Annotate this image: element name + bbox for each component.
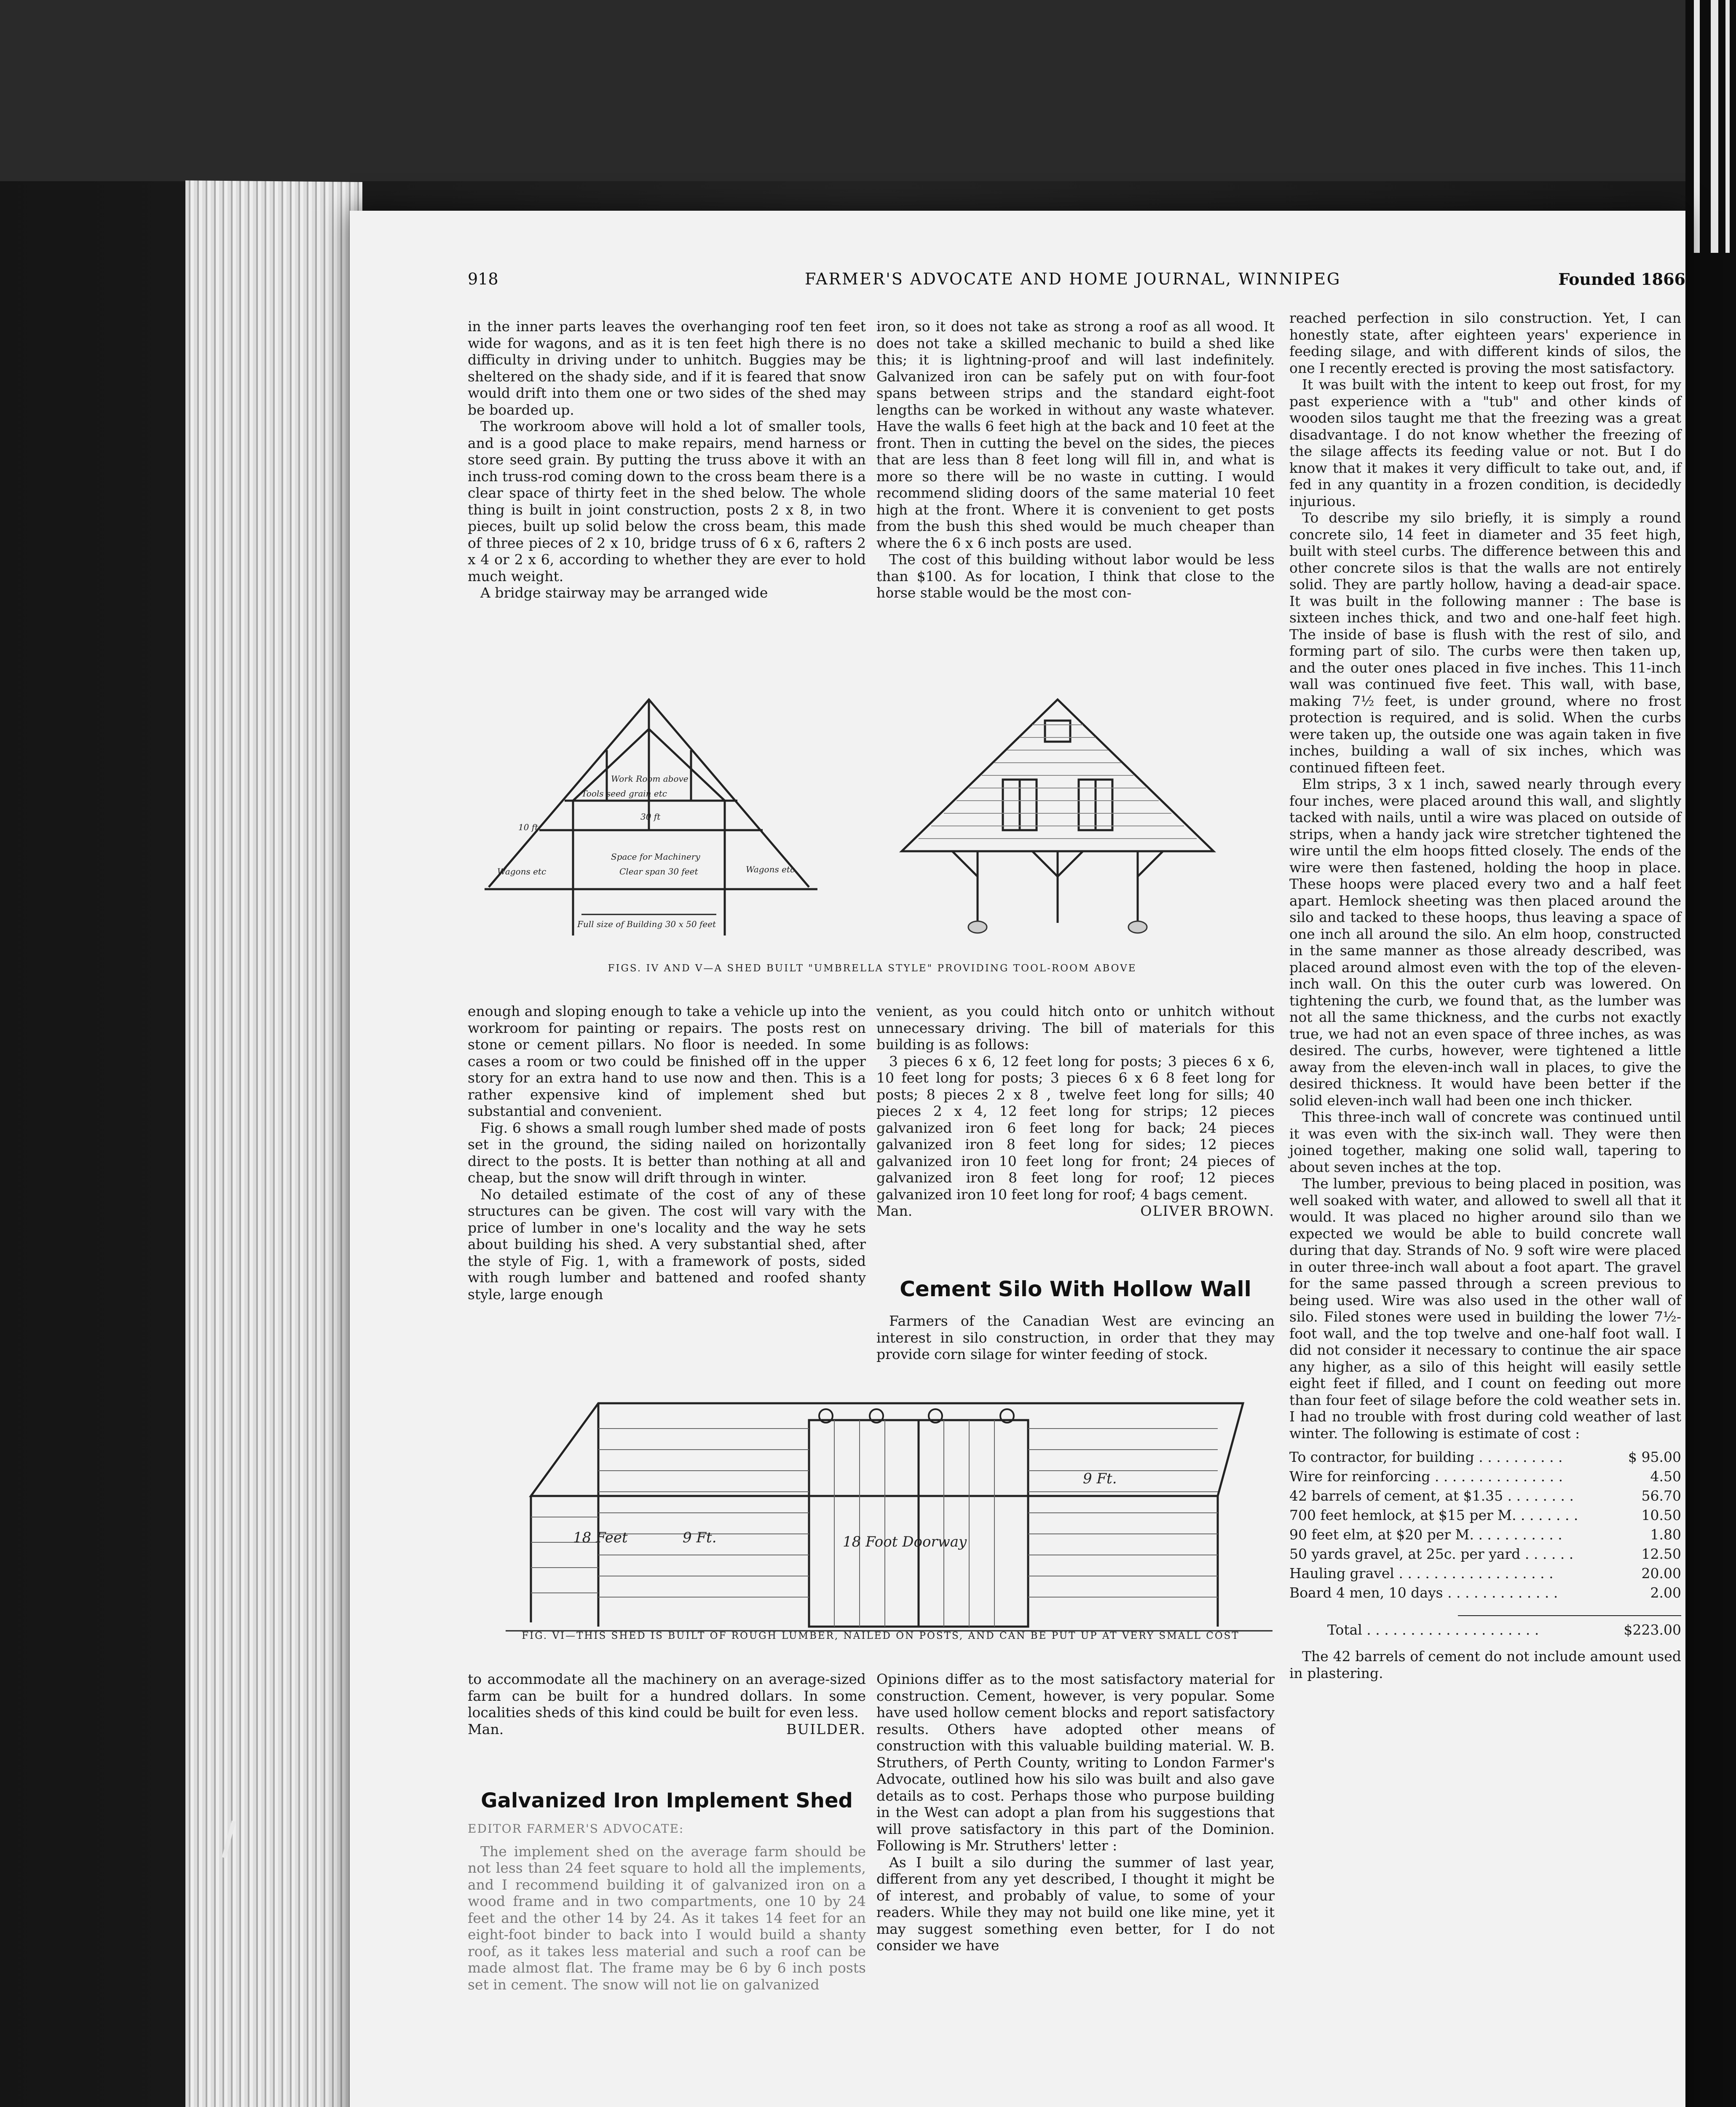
fig-label: 10 ft xyxy=(518,822,538,832)
cost-table xyxy=(1289,1448,1681,1640)
column-3 xyxy=(1289,310,1681,1681)
paragraph: reached perfection in silo construction. Yet, I can honestly state, after eighteen years' experience in feeding silage, and with different kinds of silos, the one I recently erected is proving the most satisfactory. xyxy=(1289,310,1681,376)
signature-place: Man. xyxy=(468,1721,504,1737)
paragraph: To describe my silo briefly, it is simply a round concrete silo, 14 feet in diameter and 35 feet high, built with steel curbs. The difference between this and other concrete silos is that the walls are not entirely solid. They are partly hollow, having a dead-air space. It was built in the following manner : The base is sixteen inches thick, and two and one-half feet high. The inside of base is flush with the rest of silo, and forming part of silo. The curbs were then taken up, and the outer ones placed in five inches. This 11-inch wall was continued five feet. This wall, with base, making 7½ feet, is under ground, where no frost protection is required, and is solid. When the curbs were taken up, the outside one was again taken in five inches, building a wall of six inches, which was continued fifteen feet. xyxy=(1289,509,1681,776)
cost-value: 1.80 xyxy=(1650,1526,1681,1543)
heading-cement-silo: Cement Silo With Hollow Wall xyxy=(900,1277,1251,1301)
cost-label: 90 feet elm, at $20 per M. . . . . . . . . . . xyxy=(1289,1526,1562,1543)
cost-value: 20.00 xyxy=(1641,1565,1681,1582)
paragraph: Opinions differ as to the most satisfactory material for construction. Cement, however, is very popular. Some have used hollow cement blocks and report satisfactory results. Others have adopted other means of construction with this valuable building material. W. B. Struthers, of Perth County, writing to London Farmer's Advocate, outlined how his silo was built and also gave details as to cost. Perhaps those who purpose building in the West can adopt a plan from his suggestions that will prove satisfactory in this part of the Dominion. Following is Mr. Struthers' letter : xyxy=(876,1671,1275,1854)
table-row xyxy=(1289,1486,1681,1506)
paragraph: in the inner parts leaves the overhanging roof ten feet wide for wagons, and as it is ten feet high there is no difficulty in driving under to unhitch. Buggies may be sheltered on the shady side, and if it is feared that snow would drift into them one or two sides of the shed may be boarded up. xyxy=(468,318,866,418)
founded-note: Founded 1866 xyxy=(1558,270,1685,289)
editor-salutation: EDITOR FARMER'S ADVOCATE: xyxy=(468,1822,684,1836)
fig-label: 9 Ft. xyxy=(683,1529,717,1546)
paragraph: enough and sloping enough to take a vehicle up into the workroom for painting or repairs. The posts rest on stone or cement pillars. No floor is needed. In some cases a room or two could be finished off in the upper story for an extra hand to use now and then. This is a rather expensive kind of implement shed but substantial and convenient. xyxy=(468,1003,866,1119)
column-2-mid xyxy=(876,1003,1275,1220)
table-row xyxy=(1289,1544,1681,1564)
paragraph: Fig. 6 shows a small rough lumber shed made of posts set in the ground, the siding nailed on horizontally direct to the posts. It is better than nothing at all and cheap, but the snow will drift through in winter. xyxy=(468,1119,866,1186)
paragraph: iron, so it does not take as strong a roof as all wood. It does not take a skilled mechanic to build a shed like this; it is lightning-proof and will last indefinitely. Galvanized iron can be safely put on with four-foot spans between strips and the standard eight-foot lengths can be worked in without any waste whatever. Have the walls 6 feet high at the back and 10 feet at the front. Then in cutting the bevel on the sides, the pieces that are less than 8 feet long will fill in, and what is more so there will be no waste in cutting. I would recommend sliding doors of the same material 10 feet high at the front. Where it is convenient to get posts from the bush this shed would be much cheaper than where the 6 x 6 inch posts are used. xyxy=(876,318,1275,551)
cost-label: Hauling gravel . . . . . . . . . . . . . . . . . . xyxy=(1289,1565,1554,1582)
paragraph: 3 pieces 6 x 6, 12 feet long for posts; 3 pieces 6 x 6, 10 feet long for posts; 3 pieces 6 x 6 8 feet long for posts; 8 pieces 2 x 8 , twelve feet long for sills; 40 pieces 2 x 4, 12 feet long for strips; 12 pieces galvanized iron 6 feet long for back; 24 pieces galvanized iron 8 feet long for sides; 12 pieces galvanized iron 10 feet long for front; 24 pieces of galvanized iron 8 feet long for roof; 12 pieces galvanized iron 10 feet long for roof; 4 bags cement. xyxy=(876,1053,1275,1203)
column-2-bottom xyxy=(876,1671,1275,1954)
cost-label: To contractor, for building . . . . . . . . . . xyxy=(1289,1449,1563,1465)
shed-drawings xyxy=(472,662,1273,957)
paragraph: The lumber, previous to being placed in position, was well soaked with water, and allowed to swell all that it would. It was placed no higher around silo than we expected we would be able to build concrete wall during that day. Strands of No. 9 soft wire were placed in outer three-inch wall about a foot apart. The gravel for the same passed through a screen previous to being used. Wire was also used in the other wall of silo. Filed stones were used in building the lower 7½-foot wall, and the top twelve and one-half foot wall. I did not consider it necessary to continue the air space any higher, as a silo of this height will easily settle eight feet if filled, and I count on feeding out more than four feet of silage before the cold weather sets in. I had no trouble with frost during cold weather of last winter. The following is estimate of cost : xyxy=(1289,1175,1681,1442)
cost-label: 42 barrels of cement, at $1.35 . . . . . . . . xyxy=(1289,1488,1574,1504)
signature-place: Man. xyxy=(876,1203,913,1219)
signature-name: OLIVER BROWN. xyxy=(1140,1203,1275,1219)
cost-value: $ 95.00 xyxy=(1628,1449,1681,1465)
cost-value: 10.50 xyxy=(1641,1507,1681,1523)
paragraph: The cost of this building without labor would be less than $100. As for location, I think that close to the horse stable would be the most con- xyxy=(876,551,1275,601)
fig-label: Wagons etc xyxy=(746,864,795,874)
figure-vi xyxy=(497,1391,1281,1643)
paragraph: As I built a silo during the summer of last year, different from any yet described, I thought it might be of interest, and probably of value, to some of your readers. While they may not build one like mine, yet it may suggest something even better, for I do not consider we have xyxy=(876,1854,1275,1954)
film-mark xyxy=(1694,0,1700,253)
total-value: $223.00 xyxy=(1623,1622,1681,1638)
cost-value: 2.00 xyxy=(1650,1584,1681,1601)
cost-label: Wire for reinforcing . . . . . . . . . . . . . . . xyxy=(1289,1468,1563,1485)
figure-iv-v-caption: FIGS. IV AND V—A SHED BUILT "UMBRELLA STYLE" PROVIDING TOOL-ROOM ABOVE xyxy=(608,963,1137,974)
table-row xyxy=(1289,1525,1681,1544)
fig-label: 30 ft xyxy=(640,812,661,822)
signature-builder xyxy=(468,1721,866,1738)
heading-galvanized-shed: Galvanized Iron Implement Shed xyxy=(481,1789,853,1812)
table-row xyxy=(1289,1583,1681,1603)
fig-label: Tools seed grain etc xyxy=(581,788,667,799)
table-row xyxy=(1289,1564,1681,1583)
paragraph: to accommodate all the machinery on an average-sized farm can be built for a hundred dollars. In some localities sheds of this kind could be built for even less. xyxy=(468,1671,866,1721)
galvanized-letter xyxy=(468,1820,866,1993)
table-row xyxy=(1289,1448,1681,1467)
cost-label: Board 4 men, 10 days . . . . . . . . . . . . . xyxy=(1289,1584,1558,1601)
cost-label: 50 yards gravel, at 25c. per yard . . . . . . xyxy=(1289,1546,1574,1562)
paragraph: Elm strips, 3 x 1 inch, sawed nearly through every four inches, were placed around this wall, and slightly tacked with nails, until a wire was placed on outside of strips, when a handy jack wire stretcher tightened the wire until the elm hoops fitted closely. The ends of the wire were then fastened, holding the hoop in place. These hoops were placed every two and a half feet apart. Hemlock sheeting was then placed around the silo and tacked to these hoops, thus leaving a space of one inch all around the silo. An elm hoop, constructed in the same manner as those already described, was placed around almost even with the top of the eleven-inch wall. On this the outer curb was lowered. On tightening the curb, we found that, as the lumber was not all the same thickness, and the curbs not exactly true, we had not an even space of three inches, as was desired. The curbs, however, were tightened a little away from the eleven-inch wall in places, to give the desired thickness. It would have been better if the solid eleven-inch wall had been one inch thicker. xyxy=(1289,776,1681,1109)
silo-intro xyxy=(876,1313,1275,1363)
figure-iv-v xyxy=(472,662,1273,957)
film-mark xyxy=(1711,0,1718,253)
paragraph: No detailed estimate of the cost of any of these structures can be given. The cost will vary with the price of lumber in one's locality and the way he sets about building his shed. A very substantial shed, after the style of Fig. 1, with a framework of posts, sided with rough lumber and battened and roofed shanty style, large enough xyxy=(468,1186,866,1303)
fig-label: Clear span 30 feet xyxy=(619,866,698,877)
journal-title: FARMER'S ADVOCATE AND HOME JOURNAL, WINNIPEG xyxy=(805,270,1341,288)
column-1-top xyxy=(468,318,866,601)
table-row xyxy=(1289,1506,1681,1525)
total-label: Total . . . . . . . . . . . . . . . . . . . . xyxy=(1327,1622,1539,1638)
book-page-edges xyxy=(185,180,362,2107)
cost-label: 700 feet hemlock, at $15 per M. . . . . . . . xyxy=(1289,1507,1578,1523)
page-header xyxy=(468,270,1685,299)
fig-label: Wagons etc xyxy=(497,866,547,877)
film-top-margin xyxy=(0,0,1736,181)
signature-oliver-brown xyxy=(876,1203,1275,1220)
cost-value: 4.50 xyxy=(1650,1468,1681,1485)
film-right-strip xyxy=(1685,0,1736,2107)
fig-label: Full size of Building 30 x 50 feet xyxy=(577,919,716,929)
page-number: 918 xyxy=(468,270,498,288)
paragraph: This three-inch wall of concrete was continued until it was even with the six-inch wall. They were then joined together, making one solid wall, tapering to about seven inches at the top. xyxy=(1289,1109,1681,1175)
column-1-bottom xyxy=(468,1671,866,1737)
paragraph: A bridge stairway may be arranged wide xyxy=(480,584,768,601)
cost-note: The 42 barrels of cement do not include amount used in plastering. xyxy=(1289,1648,1681,1681)
rough-shed-drawing xyxy=(497,1391,1281,1643)
fig-label: 18 Foot Doorway xyxy=(843,1533,967,1550)
paragraph: The workroom above will hold a lot of smaller tools, and is a good place to make repairs, mend harness or store seed grain. By putting the truss above it with an inch truss-rod coming down to the cross beam there is a clear space of thirty feet in the shed below. The whole thing is built in joint construction, posts 2 x 8, in two pieces, built up solid below the cross beam, this made of three pieces of 2 x 10, bridge truss of 6 x 6, rafters 2 x 4 or 2 x 6, according to whether they are ever to hold much weight. xyxy=(468,418,866,584)
column-1-mid xyxy=(468,1003,866,1303)
table-row xyxy=(1289,1467,1681,1486)
signature-name: BUILDER. xyxy=(786,1721,866,1737)
paragraph: The implement shed on the average farm should be not less than 24 feet square to hold all the implements, and I recommend building it of galvanized iron on a wood frame and in two compartments, one 10 by 24 feet and the other 14 by 24. As it takes 14 feet for an eight-foot binder to back into I would build a shanty roof, as it takes less material and such a roof can be made almost flat. The frame may be 6 by 6 inch posts set in cement. The snow will not lie on galvanized xyxy=(468,1843,866,1993)
paragraph: It was built with the intent to keep out frost, for my past experience with a "tub" and other kinds of wooden silos taught me that the freezing was a great disadvantage. I do not know whether the freezing of the silage affects its feeding value or not. But I do know that it makes it very difficult to take out, and, if fed in any quantity in a frozen condition, is decidedly injurious. xyxy=(1289,376,1681,509)
fig-label: 9 Ft. xyxy=(1083,1470,1117,1487)
paragraph: Farmers of the Canadian West are evincing an interest in silo construction, in order that they may provide corn silage for winter feeding of stock. xyxy=(876,1313,1275,1362)
fig-label: Work Room above xyxy=(611,774,689,784)
cost-value: 12.50 xyxy=(1641,1546,1681,1562)
total-rule xyxy=(1458,1615,1681,1616)
fig-label: 18 Feet xyxy=(573,1529,628,1546)
column-2-top xyxy=(876,318,1275,601)
paragraph: venient, as you could hitch onto or unhitch without unnecessary driving. The bill of materials for this building is as follows: xyxy=(876,1003,1275,1053)
cost-value: 56.70 xyxy=(1641,1488,1681,1504)
film-mark xyxy=(1725,0,1730,253)
fig-label: Space for Machinery xyxy=(611,852,700,862)
total-row xyxy=(1289,1620,1681,1640)
figure-vi-caption: FIG. VI—THIS SHED IS BUILT OF ROUGH LUMBER, NAILED ON POSTS, AND CAN BE PUT UP AT VERY SMALL COST xyxy=(522,1630,1240,1641)
